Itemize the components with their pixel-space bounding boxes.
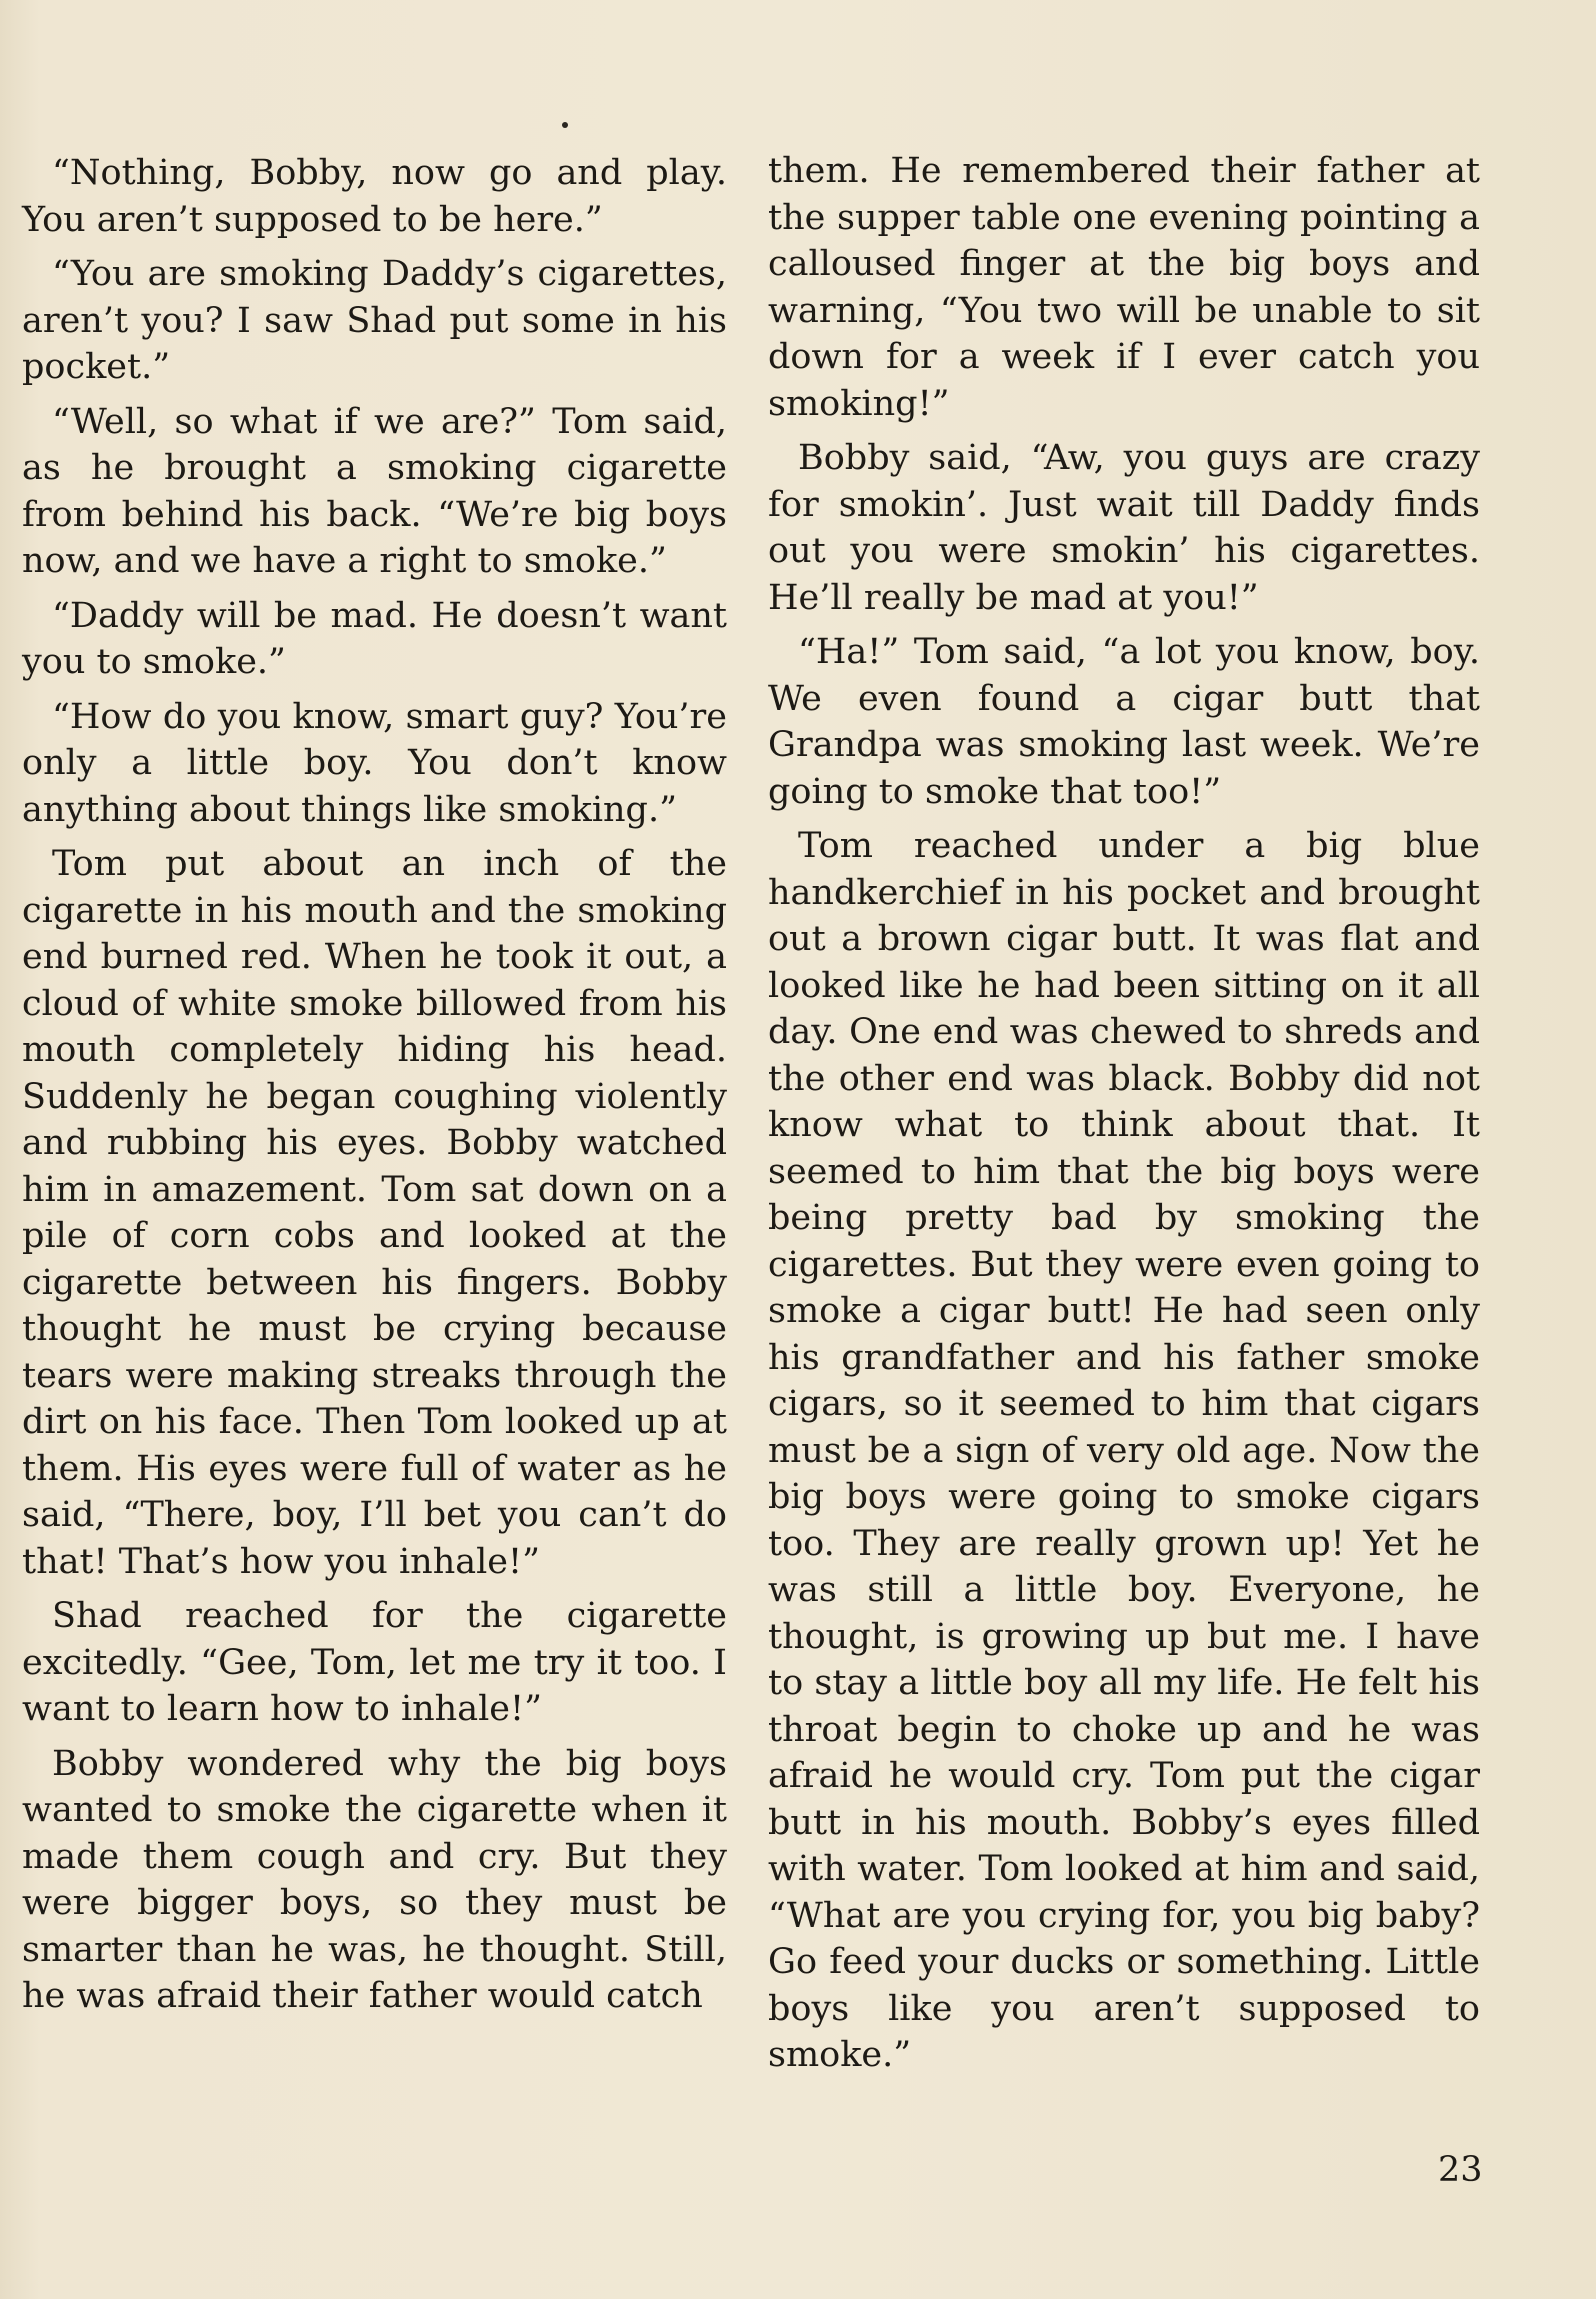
- paragraph: Bobby said, “Aw, you guys are crazy for smokin’. Just wait till Daddy finds out you were smokin’ his cigarettes. He’ll really be mad at you!”: [768, 438, 1480, 618]
- paragraph: “You are smoking Daddy’s cigarettes, aren’t you? I saw Shad put some in his pocket.”: [22, 254, 727, 387]
- page-number: 23: [1438, 2150, 1483, 2190]
- paragraph: Tom put about an inch of the cigarette in his mouth and the smoking end burned red. When he took it out, a cloud of white smoke billowed from his mouth completely hiding his head. Suddenly he began coughing violently and rubbing his eyes. Bobby watched him in amazement. Tom sat down on a pile of corn cobs and looked at the cigarette between his fingers. Bobby thought he must be crying because tears were making streaks through the dirt on his face. Then Tom looked up at them. His eyes were full of water as he said, “There, boy, I’ll bet you can’t do that! That’s how you inhale!”: [22, 844, 727, 1582]
- paragraph: “How do you know, smart guy? You’re only a little boy. You don’t know anything about things like smoking.”: [22, 696, 727, 830]
- paragraph: Shad reached for the cigarette excitedly. “Gee, Tom, let me try it too. I want to learn how to inhale!”: [22, 1596, 727, 1729]
- paragraph-continued: them. He remembered their father at the supper table one evening pointing a calloused finger at the big boys and warning, “You two will be unable to sit down for a week if I ever catch you smoking!”: [768, 151, 1480, 424]
- paragraph: Tom reached under a big blue handkerchief in his pocket and brought out a brown cigar butt. It was flat and looked like he had been sitting on it all day. One end was chewed to shreds and the other end was black. Bobby did not know what to think about that. It seemed to him that the big boys were being pretty bad by smoking the cigarettes. But they were even going to smoke a cigar butt! He had seen only his grandfather and his father smoke cigars, so it seemed to him that cigars must be a sign of very old age. Now the big boys were going to smoke cigars too. They are really grown up! Yet he was still a little boy. Everyone, he thought, is growing up but me. I have to stay a little boy all my life. He felt his throat begin to choke up and he was afraid he would cry. Tom put the cigar butt in his mouth. Bobby’s eyes filled with water. Tom looked at him and said, “What are you crying for, you big baby? Go feed your ducks or something. Little boys like you aren’t supposed to smoke.”: [768, 826, 1480, 2075]
- paragraph: “Nothing, Bobby, now go and play. You aren’t supposed to be here.”: [22, 153, 727, 240]
- right-column: [768, 148, 1480, 2087]
- left-column: [22, 150, 727, 2028]
- paragraph: “Ha!” Tom said, “a lot you know, boy. We even found a cigar butt that Grandpa was smoking last week. We’re going to smoke that too!”: [768, 632, 1480, 812]
- paragraph: Bobby wondered why the big boys wanted to smoke the cigarette when it made them cough and cry. But they were bigger boys, so they must be smarter than he was, he thought. Still, he was afraid their father would catch: [22, 1743, 727, 2016]
- paragraph: “Daddy will be mad. He doesn’t want you to smoke.”: [22, 595, 727, 682]
- paragraph: “Well, so what if we are?” Tom said, as he brought a smoking cigarette from behind his back. “We’re big boys now, and we have a right to smoke.”: [22, 401, 727, 581]
- ink-dot: [562, 122, 568, 128]
